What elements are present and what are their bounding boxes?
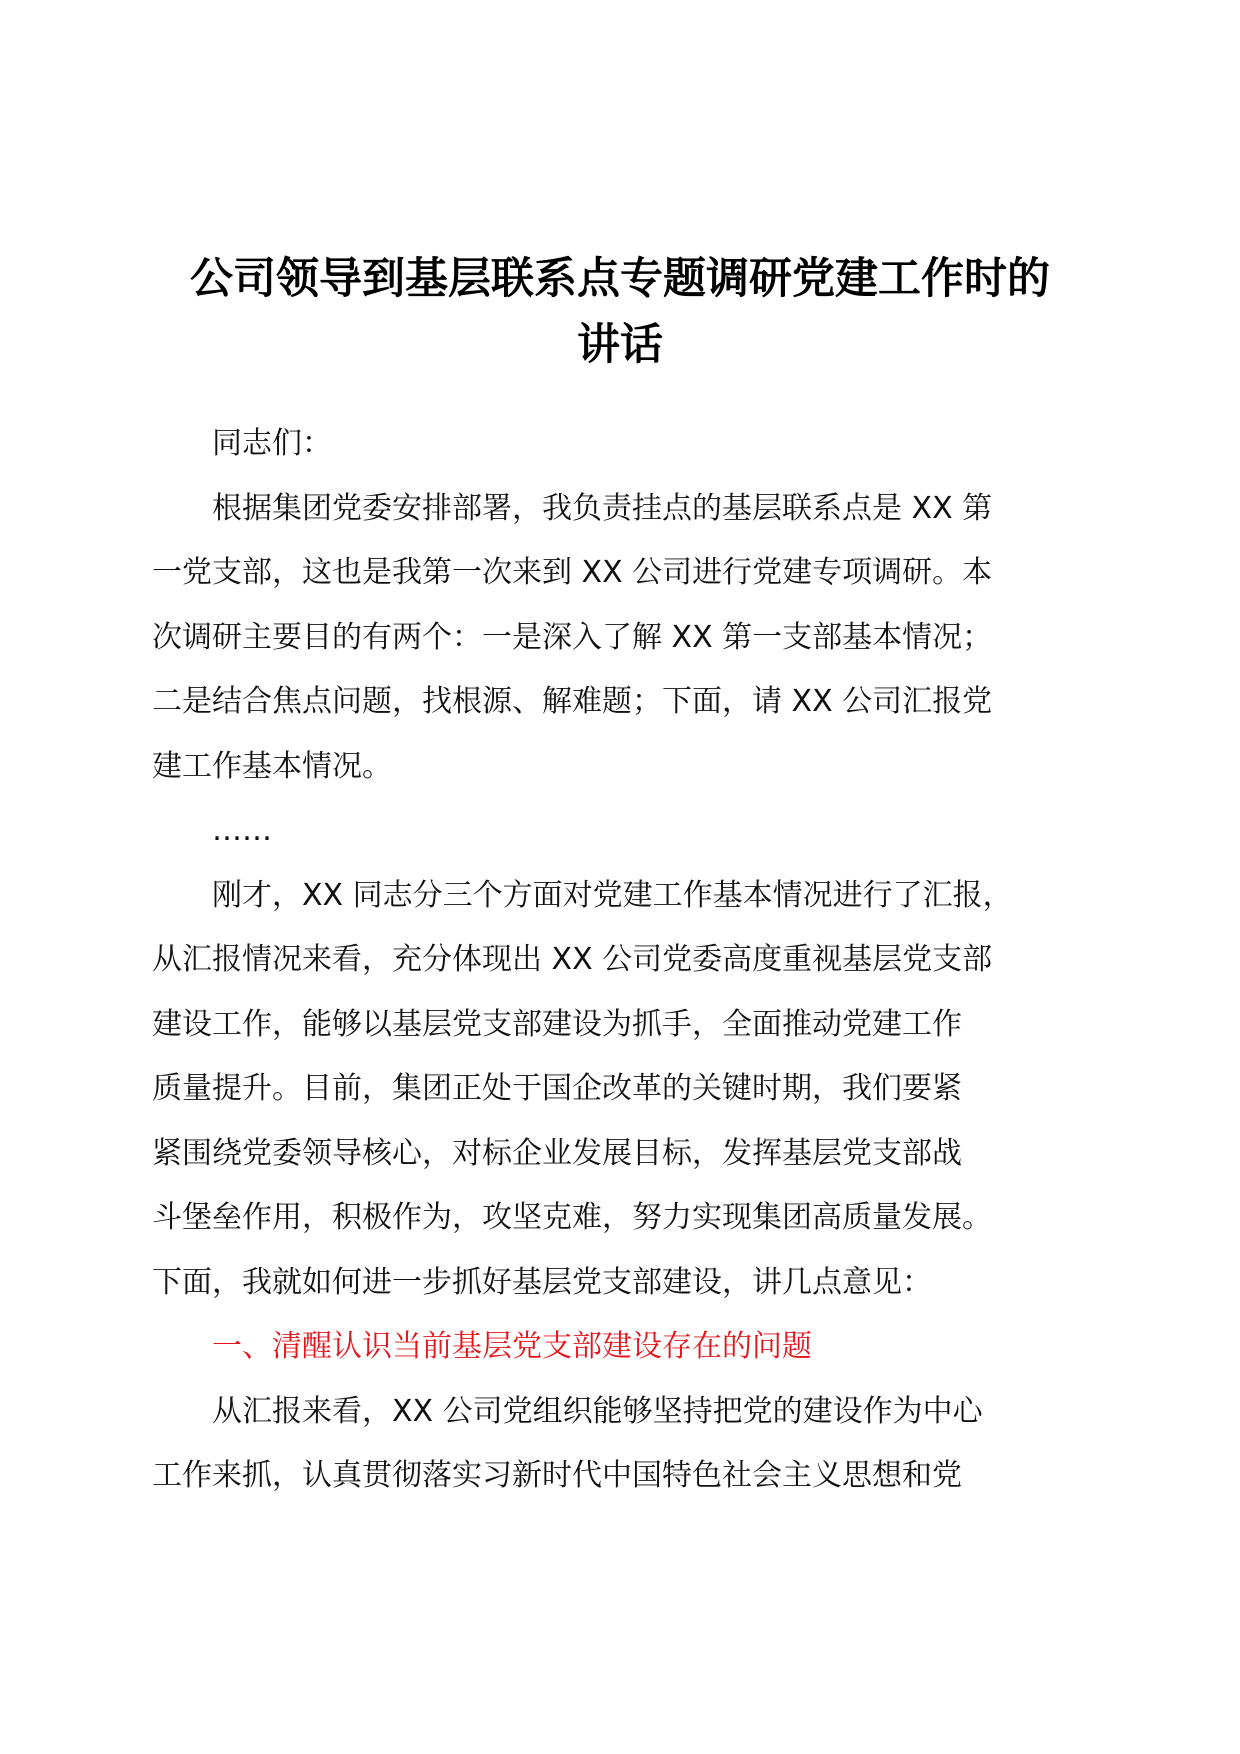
title-line-2: 讲话 — [577, 320, 663, 370]
section-heading-text: 一、清醒认识当前基层党支部建设存在的问题 — [212, 1329, 812, 1364]
text-line: 建设工作，能够以基层党支部建设为抓手，全面推动党建工作 — [152, 1006, 962, 1042]
text-line: 二是结合焦点问题，找根源、解难题；下面，请 XX 公司汇报党 — [152, 684, 993, 719]
section-heading-1 — [152, 1315, 1082, 1380]
text-line: 根据集团党委安排部署，我负责挂点的基层联系点是 XX 第 — [212, 490, 993, 526]
text-line: 次调研主要目的有两个：一是深入了解 XX 第一支部基本情况； — [152, 619, 993, 655]
text-line: 下面，我就如何进一步抓好基层党支部建设，讲几点意见： — [152, 1264, 932, 1300]
text-line: 刚才，XX 同志分三个方面对党建工作基本情况进行了汇报， — [212, 877, 1013, 913]
text-line: 同志们： — [212, 426, 332, 461]
salutation — [152, 412, 1082, 477]
ellipsis-paragraph — [152, 799, 1082, 864]
text-line: 一党支部，这也是我第一次来到 XX 公司进行党建专项调研。本 — [152, 555, 993, 590]
text-line: 紧围绕党委领导核心，对标企业发展目标，发挥基层党支部战 — [152, 1135, 962, 1171]
paragraph-summary — [152, 864, 1082, 1316]
paragraph-intro — [152, 477, 1082, 800]
text-line: 从汇报情况来看，充分体现出 XX 公司党委高度重视基层党支部 — [152, 942, 993, 977]
text-line: 工作来抓，认真贯彻落实习新时代中国特色社会主义思想和党 — [152, 1458, 962, 1493]
text-line: 斗堡垒作用，积极作为，攻坚克难，努力实现集团高质量发展。 — [152, 1200, 992, 1235]
text-line: 质量提升。目前，集团正处于国企改革的关键时期，我们要紧 — [152, 1071, 962, 1106]
text-line: …… — [212, 813, 272, 848]
paragraph-section-1 — [152, 1380, 1082, 1509]
text-line: 建工作基本情况。 — [152, 748, 392, 784]
text-line: 从汇报来看，XX 公司党组织能够坚持把党的建设作为中心 — [212, 1393, 983, 1429]
document-body — [152, 412, 1082, 1509]
document-title — [150, 246, 1090, 378]
title-line-1: 公司领导到基层联系点专题调研党建工作时的 — [190, 254, 1050, 304]
